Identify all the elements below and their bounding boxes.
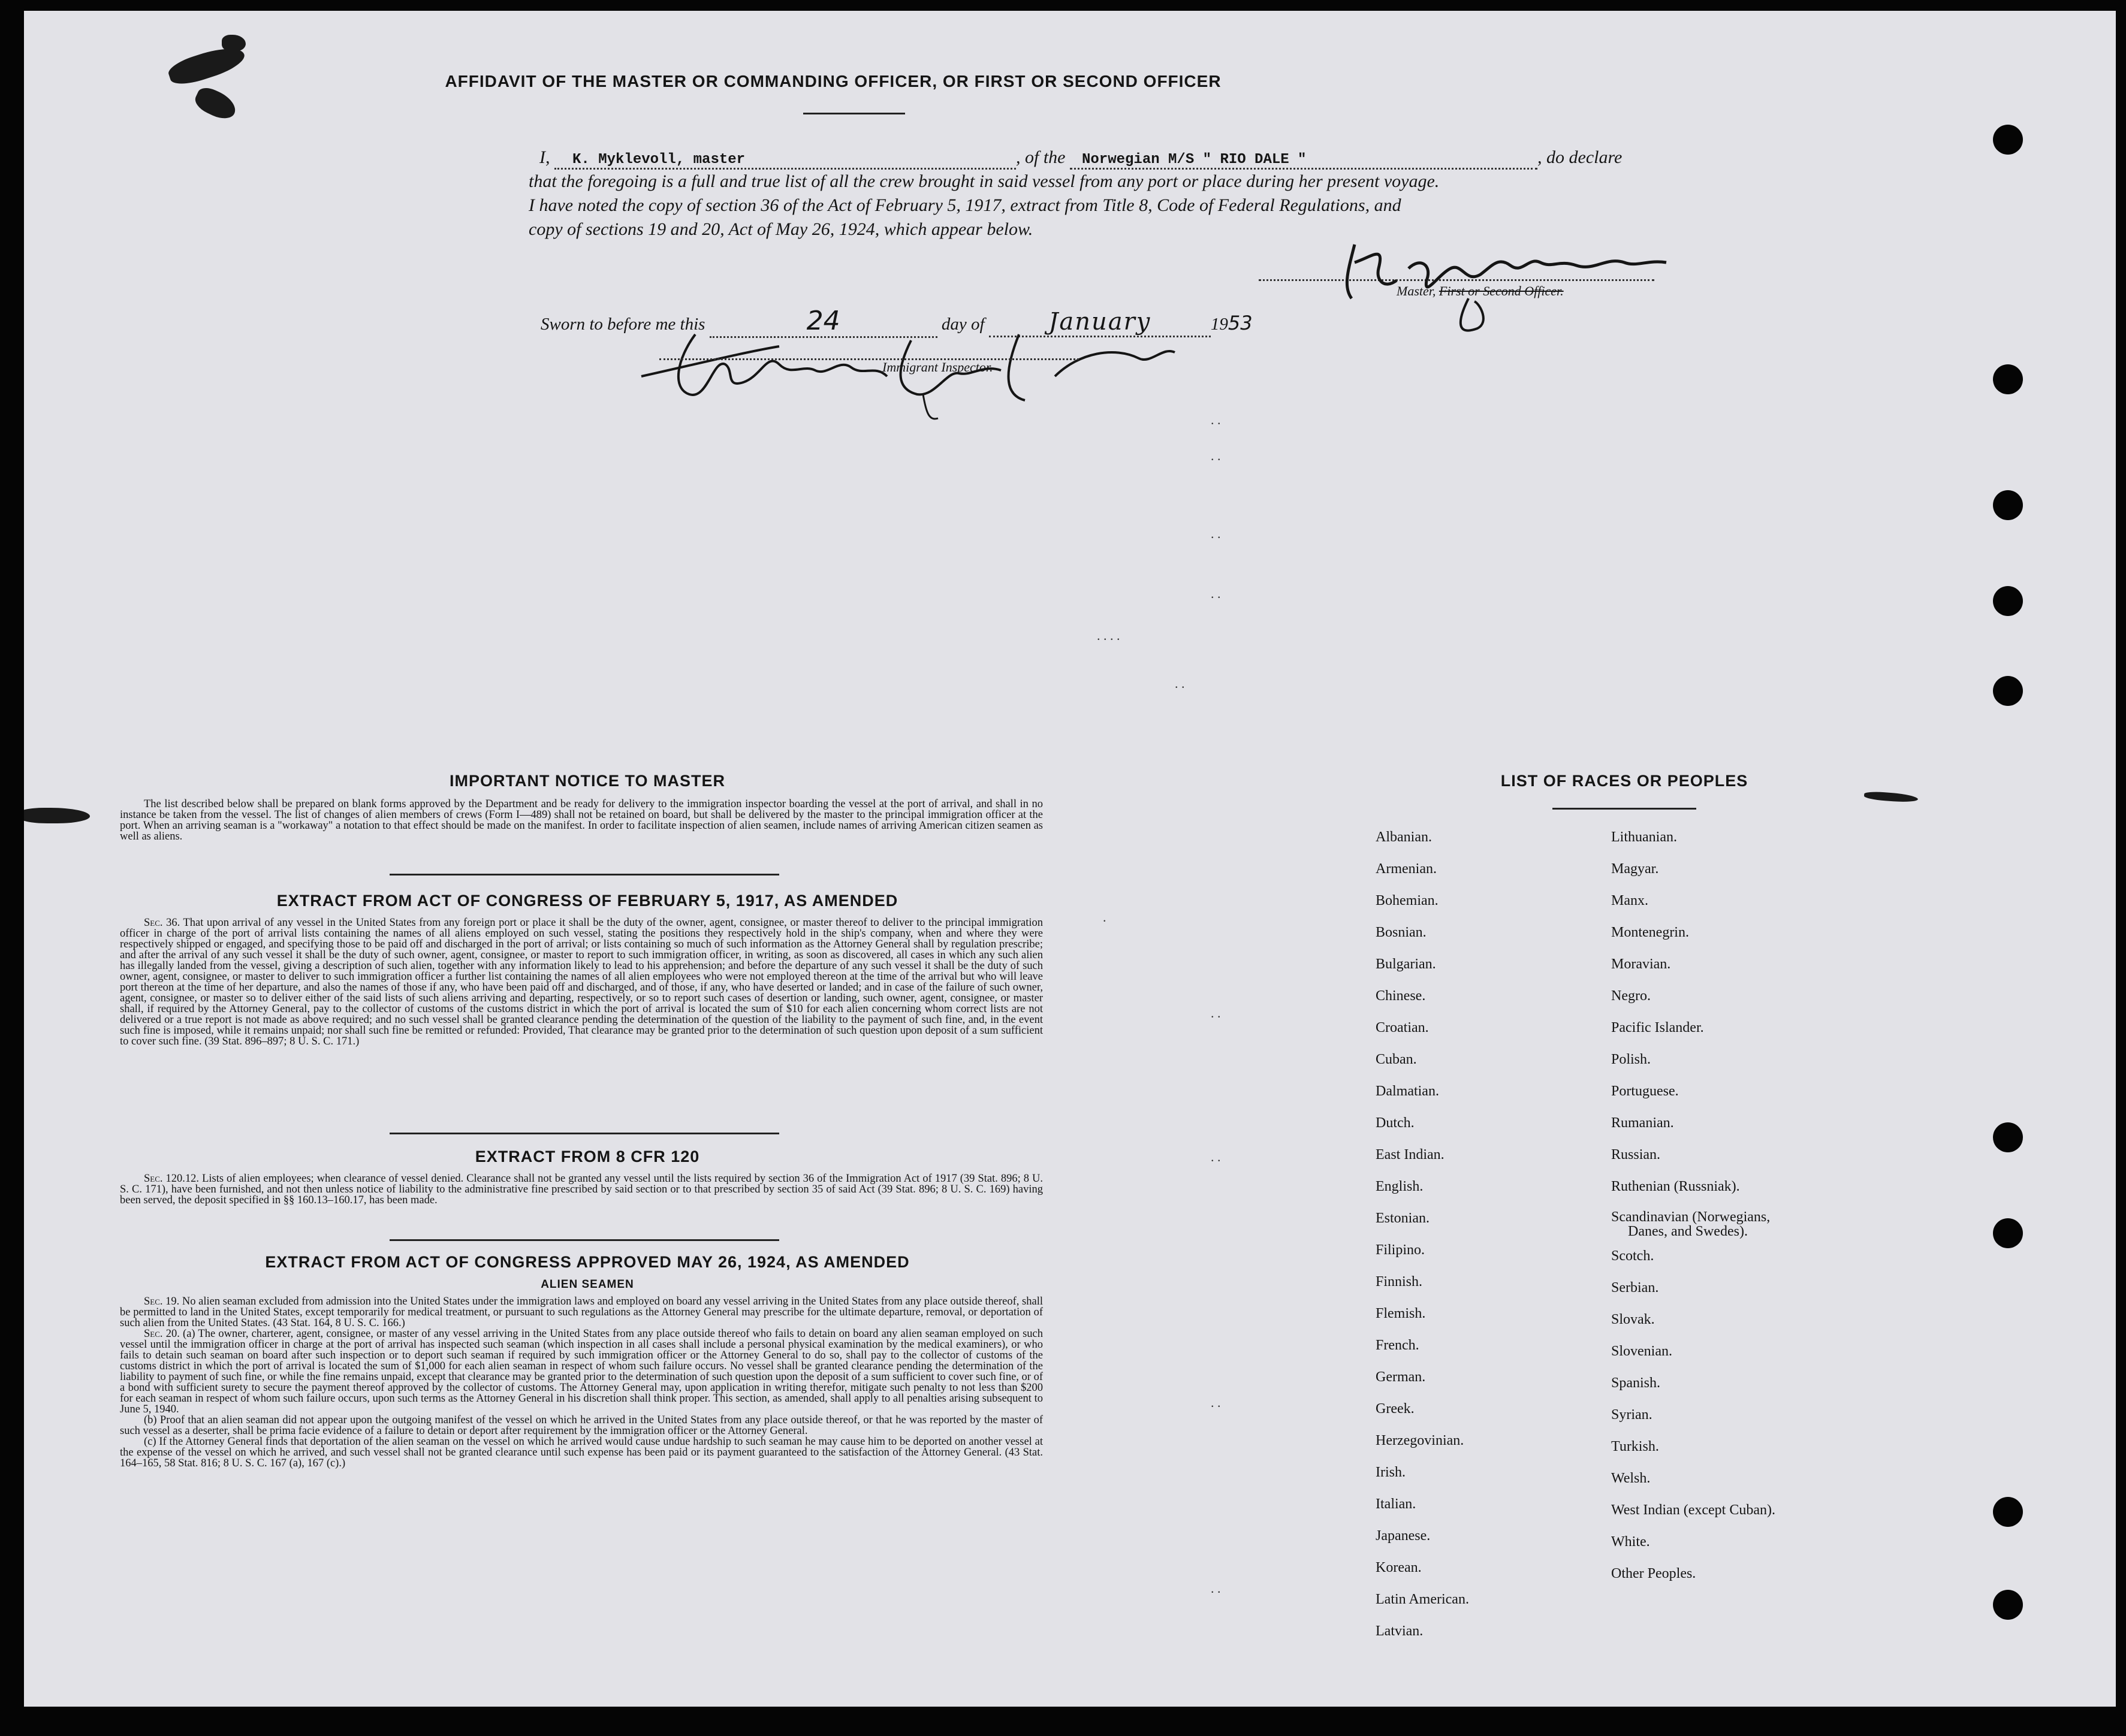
race-item: Cuban.	[1376, 1052, 1417, 1067]
affidavit-line-4: copy of sections 19 and 20, Act of May 26, 1924, which appear below.	[529, 219, 1033, 239]
inspector-caption: Immigrant Inspector.	[882, 360, 993, 375]
affidavit-title: AFFIDAVIT OF THE MASTER OR COMMANDING OFFICER, OR FIRST OR SECOND OFFICER	[445, 72, 1222, 90]
bleed-dots: .	[1103, 910, 1106, 925]
race-item: Syrian.	[1611, 1407, 1652, 1423]
race-item: Herzegovinian.	[1376, 1433, 1464, 1448]
affidavit-line-3: I have noted the copy of section 36 of the Act of February 5, 1917, extract from Title 8, Code of Federal Regulations, and	[529, 195, 1401, 215]
vessel-name: Norwegian M/S " RIO DALE "	[1082, 152, 1307, 168]
master-name: K. Myklevoll, master	[572, 152, 746, 168]
bleed-dots: . .	[1211, 1581, 1221, 1596]
notice-text: The list described below shall be prepared on blank forms approved by the Department and be ready for delivery to the immigration inspector boarding the vessel at the port of arrival, and shall in no instance be taken from the vessel. The list of changes of alien members of crews (Form I—489) shall not be retained on board, but shall be delivered by the master to the principal immigration officer at the port. When an arriving seaman is a "workaway" a notation to that effect should be made on the manifest. In order to facilitate inspection of alien seamen, include names of arriving American citizen seamen as well as aliens.	[120, 798, 1043, 843]
race-item: Turkish.	[1611, 1439, 1659, 1454]
race-item: Bosnian.	[1376, 925, 1427, 940]
race-item: Montenegrin.	[1611, 925, 1689, 940]
race-item: Slovak.	[1611, 1312, 1655, 1327]
bleed-dots: . .	[1211, 1006, 1221, 1021]
bleed-dots: . .	[1211, 1149, 1221, 1164]
race-item: Bohemian.	[1376, 893, 1439, 908]
divider	[803, 113, 905, 114]
bleed-dots: . .	[1211, 448, 1221, 463]
races-left-column	[1376, 822, 1469, 1647]
race-item: West Indian (except Cuban).	[1611, 1502, 1775, 1518]
race-item: Filipino.	[1376, 1242, 1425, 1258]
race-item: Welsh.	[1611, 1471, 1651, 1486]
race-item: Manx.	[1611, 893, 1648, 908]
race-item: Slovenian.	[1611, 1343, 1672, 1359]
binder-hole	[1993, 1122, 2023, 1152]
race-item: Polish.	[1611, 1052, 1651, 1067]
race-item: White.	[1611, 1534, 1650, 1550]
race-item: Latin American.	[1376, 1592, 1469, 1607]
race-item: Ruthenian (Russniak).	[1611, 1179, 1740, 1194]
race-item: German.	[1376, 1369, 1426, 1385]
alien-seamen-subtitle: ALIEN SEAMEN	[541, 1278, 634, 1291]
race-item: Irish.	[1376, 1465, 1406, 1480]
race-item: Magyar.	[1611, 861, 1659, 877]
pronoun: I,	[539, 147, 550, 167]
inspector-signature-line	[659, 358, 1079, 360]
race-item: Moravian.	[1611, 956, 1671, 972]
binder-hole	[1993, 1497, 2023, 1527]
vessel-field	[1070, 147, 1537, 170]
binder-hole	[1993, 490, 2023, 520]
bleed-dots: . .	[1211, 526, 1221, 541]
race-item: Chinese.	[1376, 988, 1426, 1004]
extract-1924-title: EXTRACT FROM ACT OF CONGRESS APPROVED MAY 26, 1924, AS AMENDED	[265, 1253, 910, 1271]
race-item: Pacific Islander.	[1611, 1020, 1704, 1035]
divider	[390, 1239, 779, 1241]
race-item: Estonian.	[1376, 1210, 1430, 1226]
sec-20a: Sec. 20. (a) The owner, charterer, agent, consignee, or master of any vessel arriving in the United States from any place outside thereof who fails to detain on board any alien seaman employed on such vessel until the immigration officer in charge at the port of arrival has inspected such seaman (which inspection in all cases shall include a personal physical examination by the medical examiners), or who fails to detain such seaman on board after such inspection or to deport such seaman if required by such immigration officer or the Attorney General to do so, shall pay to the collector of customs of the customs district in which the port of arrival is located the sum of $1,000 for each alien seaman in respect of whom such failure occurs. No vessel shall be granted clearance pending the determination of the liability to payment of such fine, or while the fine remains unpaid, except that clearance may be granted prior to the determination of such question upon the deposit of a sum sufficient to cover such fine, or of a bond with sufficient surety to secure the payment thereof approved by the collector of customs. The Attorney General may, upon application in writing therefor, mitigate such penalty to not less than $200 for each seaman in respect of whom such failure occurs, upon such terms as the Attorney General in his discretion shall think proper. This section, as amended, shall apply to all penalties arising subsequent to June 5, 1940.	[120, 1328, 1043, 1415]
race-item: Latvian.	[1376, 1623, 1424, 1639]
race-item: Flemish.	[1376, 1306, 1426, 1321]
binder-hole	[1993, 1218, 2023, 1248]
race-item: Greek.	[1376, 1401, 1415, 1417]
bleed-dots: . .	[1211, 1395, 1221, 1410]
of-the-label: , of the	[1016, 147, 1066, 167]
bleed-dots: . .	[1211, 412, 1221, 427]
race-item: French.	[1376, 1338, 1419, 1353]
divider	[1552, 808, 1696, 810]
race-item: Finnish.	[1376, 1274, 1423, 1290]
race-item: Russian.	[1611, 1147, 1661, 1163]
binder-hole	[1993, 676, 2023, 706]
extract-1917-title: EXTRACT FROM ACT OF CONGRESS OF FEBRUARY 5, 1917, AS AMENDED	[276, 892, 898, 910]
master-caption: Master, First or Second Officer.	[1397, 283, 1564, 298]
extract-1924-text	[120, 1296, 1043, 1469]
race-item: Dalmatian.	[1376, 1083, 1439, 1099]
divider	[390, 874, 779, 875]
notice-title: IMPORTANT NOTICE TO MASTER	[450, 772, 725, 790]
sworn-day: 24	[806, 306, 840, 336]
sworn-year: 53	[1228, 312, 1253, 334]
sec-20c: (c) If the Attorney General finds that deportation of the alien seaman on the vessel on which he arrived would cause undue hardship to such seaman he may cause him to be deported on another vessel at the expense of the vessel on which he arrived, and such vessel shall not be granted clearance until such expense has been paid or its payment guaranteed to the satisfaction of the Attorney General. (43 Stat. 164–165, 58 Stat. 816; 8 U. S. C. 167 (a), 167 (c).)	[120, 1436, 1043, 1469]
affidavit-line-2: that the foregoing is a full and true list of all the crew brought in said vessel from any port or place during her present voyage.	[529, 171, 1440, 191]
sworn-month: January	[1048, 308, 1151, 336]
race-item: Spanish.	[1611, 1375, 1661, 1391]
race-item: Japanese.	[1376, 1528, 1431, 1544]
binder-hole	[1993, 364, 2023, 394]
affidavit-line-1	[539, 147, 1622, 170]
race-item: Korean.	[1376, 1560, 1422, 1575]
extract-cfr-title: EXTRACT FROM 8 CFR 120	[475, 1148, 700, 1166]
divider	[390, 1133, 779, 1134]
burn-mark	[24, 808, 90, 823]
sec-19: Sec. 19. No alien seaman excluded from admission into the United States under the immigration laws and employed on board any vessel arriving in the United States from any place outside thereof, shall be permitted to land in the United States, except temporarily for medical treatment, or pursuant to such regulations as the Attorney General may prescribe for the ultimate departure, removal, or deportation of such alien from the United States. (43 Stat. 164, 8 U. S. C. 166.)	[120, 1296, 1043, 1329]
race-item: Serbian.	[1611, 1280, 1659, 1296]
race-item: Albanian.	[1376, 829, 1432, 845]
race-item: Negro.	[1611, 988, 1651, 1004]
race-item: Bulgarian.	[1376, 956, 1436, 972]
race-item: Lithuanian.	[1611, 829, 1677, 845]
burn-mark	[222, 35, 246, 52]
races-title: LIST OF RACES OR PEOPLES	[1500, 772, 1748, 790]
master-name-field	[554, 147, 1016, 170]
binder-hole	[1993, 586, 2023, 616]
ink-smudge	[1864, 791, 1919, 803]
race-item: East Indian.	[1376, 1147, 1445, 1163]
race-item: Other Peoples.	[1611, 1566, 1696, 1581]
race-item: Portuguese.	[1611, 1083, 1679, 1099]
races-right-column	[1611, 822, 1775, 1590]
race-item: Armenian.	[1376, 861, 1437, 877]
race-item: Croatian.	[1376, 1020, 1429, 1035]
bleed-dots: . .	[1211, 586, 1221, 601]
bleed-dots: . .	[1175, 676, 1185, 691]
race-item: Dutch.	[1376, 1115, 1415, 1131]
race-item: English.	[1376, 1179, 1424, 1194]
document-page	[24, 11, 2116, 1707]
race-item: Rumanian.	[1611, 1115, 1674, 1131]
extract-cfr-text: Sec. 120.12. Lists of alien employees; when clearance of vessel denied. Clearance shall not be granted any vessel until the lists required by section 36 of the Immigration Act of 1917 (39 Stat. 896; 8 U. S. C. 171), have been furnished, and not then unless notice of liability to the administrative fine prescribed by said section or to that prescribed by section 35 of said Act (39 Stat. 896; 8 U. S. C. 169) having been served, the deposit specified in §§ 160.13–160.17, has been made.	[120, 1173, 1044, 1206]
race-item: Scandinavian (Norwegians, Danes, and Swedes).	[1611, 1209, 1771, 1239]
binder-hole	[1993, 1590, 2023, 1620]
bleed-dots: . . . .	[1097, 628, 1120, 643]
extract-1917-text: Sec. 36. That upon arrival of any vessel in the United States from any foreign port or place it shall be the duty of the owner, agent, consignee, or master thereof to deliver to the principal immigration officer in charge of the port of arrival lists containing the names of all aliens employed on such vessel, stating the positions they respectively hold in the ship's company, when and where they were respectively shipped or engaged, and specifying those to be paid off and discharged in the port of arrival; or lists containing so much of such information as the Attorney General shall by regulation prescribe; and after the arrival of any such vessel it shall be the duty of such owner, agent, consignee, or master to report to such immigration officer, in writing, as soon as discovered, all cases in which any such alien has illegally landed from the vessel, giving a description of such alien, together with any information likely to lead to his apprehension; and before the departure of any such vessel it shall be the duty of such owner, agent, consignee, or master to deliver to such immigration officer a further list containing the names of all alien employees who were not employed thereon at the time of the arrival but who will leave port thereon at the time of her departure, and also the names of those if any, who have been paid off and discharged, and of those, if any, who have deserted or landed; and in case of the failure of such owner, agent, consignee, or master so to deliver either of the said lists of such aliens arriving and departing, respectively, or so to report such cases of desertion or landing, such owner, agent, consignee, or master shall, if required by the Attorney General, pay to the collector of customs of the customs district in which the port of arrival is located the sum of $10 for each alien concerning whom correct lists are not delivered or a true report is not made as above required; and no such vessel shall be granted clearance pending the determination of the question of the liability to the payment of such fine, and, in the event such fine is imposed, while it remains unpaid; nor shall such fine be remitted or refunded: Provided, That clearance may be granted prior to the determination of such question upon deposit of a sum sufficient to cover such fine. (39 Stat. 896–897; 8 U. S. C. 171.)	[120, 917, 1043, 1047]
do-declare-label: , do declare	[1537, 147, 1623, 167]
sworn-line: Sworn to before me this 24 day of January 1953	[541, 306, 1253, 338]
race-item: Scotch.	[1611, 1248, 1654, 1264]
sec-20b: (b) Proof that an alien seaman did not appear upon the outgoing manifest of the vessel on which he arrived in the United States from any place outside thereof, or that he was reported by the master of such vessel as a deserter, shall be prima facie evidence of a failure to detain or deport after requirement by the immigration officer or the Attorney General.	[120, 1414, 1043, 1437]
binder-hole	[1993, 125, 2023, 155]
race-item: Italian.	[1376, 1496, 1416, 1512]
